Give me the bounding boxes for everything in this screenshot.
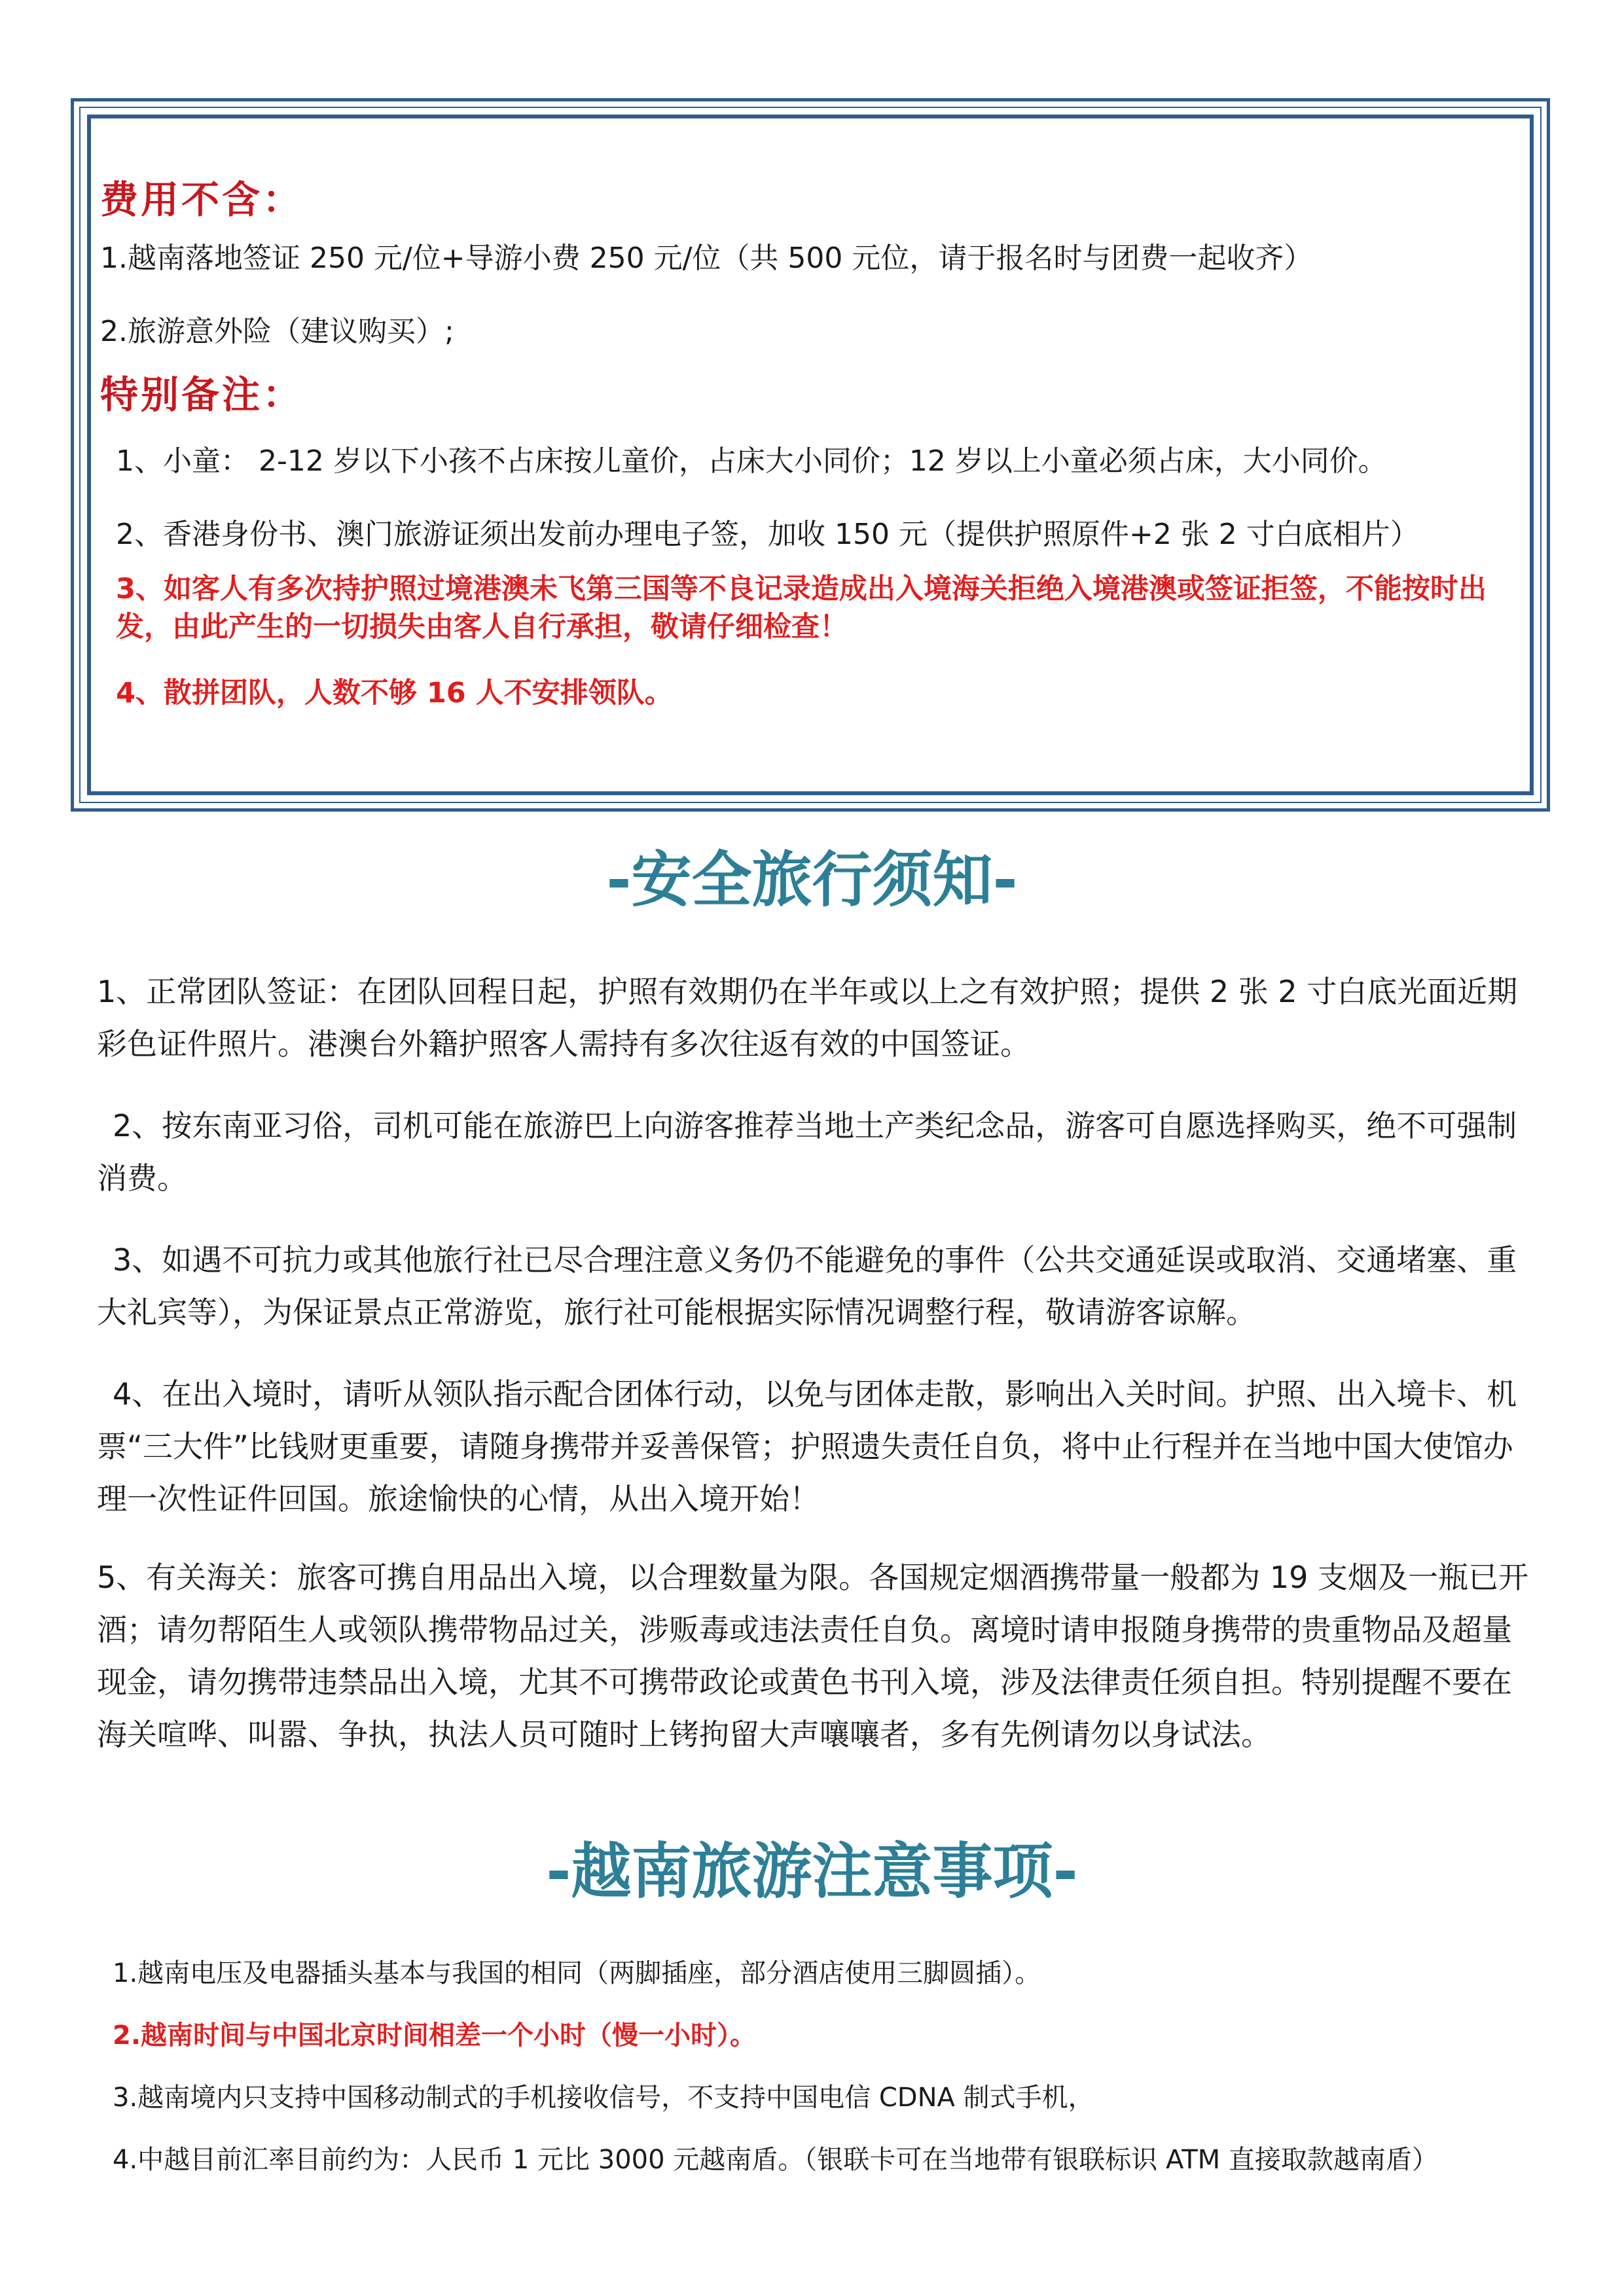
safety-item-visa: 1、正常团队签证：在团队回程日起，护照有效期仍在半年或以上之有效护照；提供 2 张 2 寸白底光面近期彩色证件照片。港澳台外籍护照客人需持有多次往返有效的中国签证。 bbox=[97, 974, 1518, 1062]
vietnam-item-voltage: 1.越南电压及电器插头基本与我国的相同（两脚插座，部分酒店使用三脚圆插）。 bbox=[113, 1958, 1041, 1988]
vietnam-title: -越南旅游注意事项- bbox=[546, 1837, 1078, 1907]
remark-group-leader: 4、散拼团队，人数不够 16 人不安排领队。 bbox=[116, 677, 673, 709]
excluded-item-insurance: 2.旅游意外险（建议购买）; bbox=[100, 315, 454, 348]
vietnam-item-mobile: 3.越南境内只支持中国移动制式的手机接收信号，不支持中国电信 CDNA 制式手机， bbox=[113, 2083, 1094, 2113]
safety-title: -安全旅行须知- bbox=[606, 845, 1018, 915]
vietnam-item-currency: 4.中越目前汇率目前约为：人民币 1 元比 3000 元越南盾。（银联卡可在当地带有银联标识 ATM 直接取款越南盾） bbox=[113, 2145, 1438, 2175]
excluded-item-visa: 1.越南落地签证 250 元/位+导游小费 250 元/位（共 500 元位，请于报名时与团费一起收齐） bbox=[100, 242, 1313, 275]
safety-item-border: 4、在出入境时，请听从领队指示配合团体行动，以免与团体走散，影响出入关时间。护照、出入境卡、机票“三大件”比钱财更重要，请随身携带并妥善保管；护照遗失责任自负，将中止行程并在当地中国大使馆办理一次性证件回国。旅途愉快的心情，从出入境开始！ bbox=[97, 1376, 1517, 1516]
safety-item-customs: 5、有关海关：旅客可携自用品出入境，以合理数量为限。各国规定烟酒携带量一般都为 19 支烟及一瓶已开酒；请勿帮陌生人或领队携带物品过关，涉贩毒或违法责任自负。离境时请申报随身携带的贵重物品及超量现金，请勿携带违禁品出入境，尤其不可携带政论或黄色书刊入境，涉及法律责任须自担。特别提醒不要在海关喧哗、叫嚣、争执，执法人员可随时上铐拘留大声嚷嚷者，多有先例请勿以身试法。 bbox=[97, 1560, 1529, 1752]
fee-notice-content bbox=[100, 173, 1527, 740]
remarks-heading: 特别备注： bbox=[100, 372, 304, 417]
remark-hk-macau: 2、香港身份书、澳门旅游证须出发前办理电子签，加收 150 元（提供护照原件+2 张 2 寸白底相片） bbox=[116, 518, 1419, 551]
excluded-heading: 费用不含： bbox=[100, 177, 304, 222]
remark-visa-refusal: 3、如客人有多次持护照过境港澳未飞第三国等不良记录造成出入境海关拒绝入境港澳或签证拒签，不能按时出发，由此产生的一切损失由客人自行承担，敬请仔细检查！ bbox=[116, 573, 1487, 643]
remark-child: 1、小童： 2-12 岁以下小孩不占床按儿童价，占床大小同价；12 岁以上小童必须占床，大小同价。 bbox=[116, 444, 1387, 478]
safety-item-shopping: 2、按东南亚习俗，司机可能在旅游巴上向游客推荐当地土产类纪念品，游客可自愿选择购买，绝不可强制消费。 bbox=[97, 1108, 1517, 1196]
fee-notice-box bbox=[71, 98, 1550, 812]
safety-item-force-majeure: 3、如遇不可抗力或其他旅行社已尽合理注意义务仍不能避免的事件（公共交通延误或取消、交通堵塞、重大礼宾等），为保证景点正常游览，旅行社可能根据实际情况调整行程，敬请游客谅解。 bbox=[97, 1242, 1517, 1330]
vietnam-item-time: 2.越南时间与中国北京时间相差一个小时（慢一小时）。 bbox=[113, 2020, 757, 2051]
